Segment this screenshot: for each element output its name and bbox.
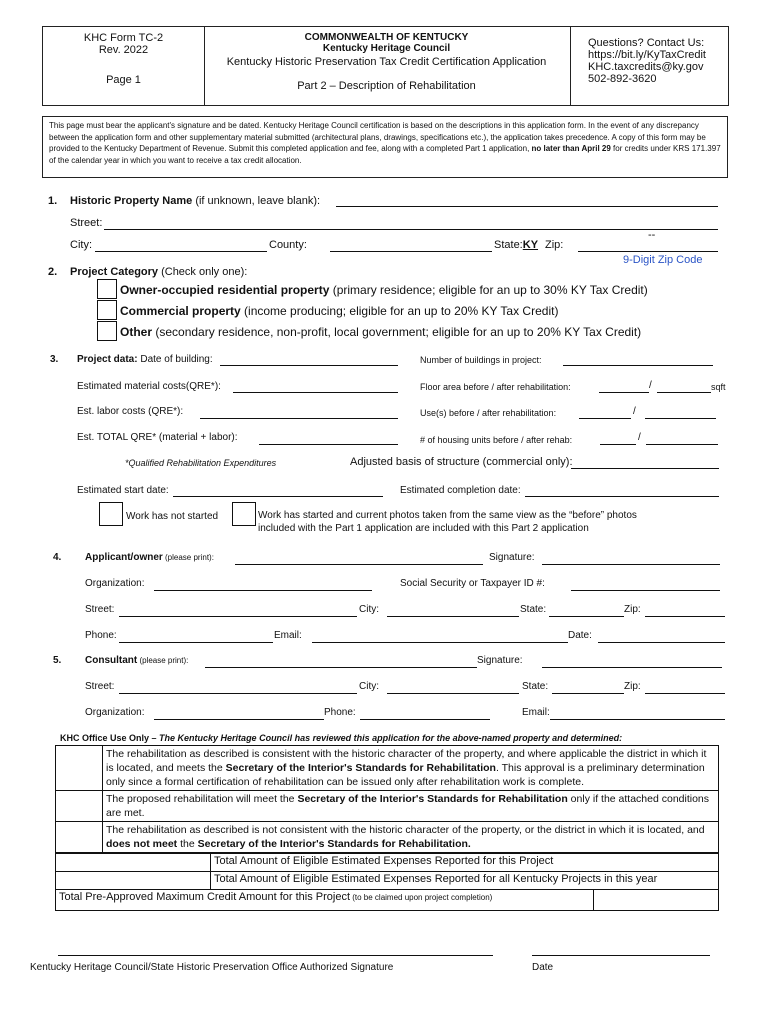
applicant-city-label: City: [359,604,379,615]
s5-heading [85,655,188,666]
applicant-state-label: State: [520,604,547,615]
consultant-street-field[interactable] [119,693,357,694]
applicant-email-field[interactable] [312,642,568,643]
contact-title: Questions? Contact Us: [588,37,705,49]
contact-phone: 502-892-3620 [588,73,657,85]
header-form-id-box [42,26,205,106]
khc-date-label: Date [532,962,554,973]
completion-date-label: Estimated completion date: [400,485,521,496]
applicant-date-field[interactable] [598,642,725,643]
num-buildings-field[interactable] [563,365,713,366]
applicant-ssn-field[interactable] [571,590,720,591]
d1-c: . This approval is a preliminary determination only since a formal certification of rehabilitation can be issued only after rehabilitation work is complete. [106,762,705,788]
determination-1-checkbox[interactable] [56,746,103,791]
consultant-city-label: City: [359,681,379,692]
applicant-date-label: Date: [568,630,592,641]
s4-hint: (please print): [162,553,214,562]
floor-slash: / [649,380,652,391]
property-county-field[interactable] [330,251,492,252]
not-started-label: Work has not started [126,511,219,522]
s2-hint: (Check only one): [158,266,248,278]
floor-unit: sqft [711,382,726,392]
category-commercial-label [120,304,558,318]
khc-signature-field[interactable] [58,955,493,956]
office-heading [60,733,622,743]
housing-label: # of housing units before / after rehab: [420,435,573,445]
s4-label: Applicant/owner [85,552,163,563]
d1-a: The rehabilitation as described is consistent with the historic character of the property, and where applicable the district in which it is located, and meets the [106,748,707,774]
s2-label: Project Category [70,266,159,278]
labor-cost-field[interactable] [200,418,398,419]
floor-before-field[interactable] [599,392,649,393]
applicant-zip-label: Zip: [624,604,641,615]
max-credit-label [56,890,594,911]
adjusted-basis-field[interactable] [571,468,719,469]
determination-2-checkbox[interactable] [56,791,103,822]
applicant-state-field[interactable] [549,616,624,617]
consultant-street-label: Street: [85,681,115,692]
d3-a: The rehabilitation as described is not consistent with the historic character of the property, or the district in which it is located, and [106,824,705,836]
applicant-ssn-label: Social Security or Taxpayer ID #: [400,578,545,589]
applicant-phone-field[interactable] [119,642,273,643]
d2-c: only if the attached conditions are met. [106,793,710,819]
material-cost-field[interactable] [233,392,398,393]
max-credit-value[interactable] [594,890,719,911]
property-zip-field[interactable] [578,251,718,252]
consultant-signature-label: Signature: [477,655,523,666]
d3-c: the [177,838,198,850]
adjusted-basis-label: Adjusted basis of structure (commercial only): [350,456,573,468]
consultant-state-label: State: [522,681,549,692]
state-ky: KY [522,239,539,251]
determination-2-text [103,791,719,822]
applicant-email-label: Email: [274,630,302,641]
start-date-field[interactable] [173,496,383,497]
category-other-rest: (secondary residence, non-profit, local government; eligible for an up to 20% KY Tax Credit) [152,325,642,339]
consultant-org-field[interactable] [154,719,324,720]
consultant-phone-label: Phone: [324,707,356,718]
s3-num: 3. [50,354,59,365]
date-building-field[interactable] [220,365,398,366]
max-credit-note: (to be claimed upon project completion) [350,893,493,902]
max-credit-text: Total Pre-Approved Maximum Credit Amount for this Project [59,891,351,903]
header-title-box [203,26,571,106]
housing-slash: / [638,432,641,443]
notice-box [42,116,728,178]
consultant-state-field[interactable] [552,693,624,694]
applicant-org-field[interactable] [154,590,372,591]
consultant-zip-label: Zip: [624,681,641,692]
d3-d: Secretary of the Interior's Standards for Rehabilitation. [197,838,471,850]
floor-area-label: Floor area before / after rehabilitation: [420,382,571,392]
category-owner-label [120,283,648,297]
num-buildings-label: Number of buildings in project: [420,355,542,365]
consultant-org-label: Organization: [85,707,145,718]
total-project-label: Total Amount of Eligible Estimated Expenses Reported for this Project [211,854,719,872]
not-started-checkbox[interactable] [99,502,123,526]
completion-date-field[interactable] [525,496,719,497]
applicant-name-field[interactable] [235,564,483,565]
category-owner-checkbox[interactable] [97,279,117,299]
s2-heading [70,266,247,278]
total-qre-label: Est. TOTAL QRE* (material + labor): [77,432,238,443]
s5-label: Consultant [85,655,138,666]
floor-after-field[interactable] [657,392,711,393]
category-commercial-bold: Commercial property [120,304,241,318]
applicant-city-field[interactable] [387,616,519,617]
category-commercial-checkbox[interactable] [97,300,117,320]
org-line2: Kentucky Heritage Council [322,43,451,54]
page-number: Page 1 [106,74,141,86]
applicant-signature-label: Signature: [489,552,535,563]
consultant-city-field[interactable] [387,693,519,694]
consultant-phone-field[interactable] [360,719,490,720]
consultant-signature-field[interactable] [542,667,722,668]
s3-heading [77,354,213,365]
use-before-field[interactable] [579,418,631,419]
s1-zip-label: Zip: [545,239,564,251]
notice-deadline: no later than April 29 [531,144,611,153]
s1-label: Historic Property Name [70,195,193,207]
s1-num: 1. [48,195,58,207]
s1-state-text: State: [494,239,523,251]
qre-note: *Qualified Rehabilitation Expenditures [125,458,277,468]
notice-text-b: for credits under KRS 171.397 of the calendar year in which you want to receive a tax credit allocation. [49,144,721,165]
determination-1-text [103,746,719,791]
total-all-value[interactable] [56,872,211,890]
category-owner-rest: (primary residence; eligible for an up to 30% KY Tax Credit) [329,283,648,297]
property-name-field[interactable] [336,206,718,207]
determination-3-text [103,822,719,853]
d3-b: does not meet [106,838,178,850]
s1-street-label: Street: [70,217,103,229]
notice-text-a: This page must bear the applicant's signature and be dated. Kentucky Heritage Council certification is based on the descriptions in this application form. In the event of any discrepancy between the application form and other supplementary material submitted (architectural plans, drawings, specifications etc.), the application takes precedence. A copy of this form may be provided to the Kentucky Department of Revenue. Submit this completed application and fee, along with a completed Part 1 application, [49,121,706,153]
consultant-email-label: Email: [522,707,550,718]
category-other-checkbox[interactable] [97,321,117,341]
started-label-1: Work has started and current photos taken from the same view as the “before” photos [258,510,637,521]
office-heading-bold: KHC Office Use Only [60,733,150,743]
consultant-email-field[interactable] [550,719,725,720]
housing-after-field[interactable] [646,444,718,445]
d2-a: The proposed rehabilitation will meet the [106,793,298,805]
s2-num: 2. [48,266,58,278]
khc-date-field[interactable] [532,955,710,956]
s3-date-building: Date of building: [137,354,213,365]
property-street-field[interactable] [104,229,718,230]
total-qre-field[interactable] [259,444,398,445]
category-owner-bold: Owner-occupied residential property [120,283,330,297]
s1-heading [70,195,320,207]
form-id: KHC Form TC-2 [83,32,164,44]
s1-state-label [494,239,538,251]
applicant-org-label: Organization: [85,578,145,589]
applicant-street-label: Street: [85,604,115,615]
s1-city-label: City: [70,239,92,251]
form-title: Kentucky Historic Preservation Tax Credit Certification Application [226,56,547,68]
applicant-street-field[interactable] [119,616,357,617]
category-other-bold: Other [120,325,153,339]
total-all-label: Total Amount of Eligible Estimated Expenses Reported for all Kentucky Projects in this year [211,872,719,890]
determination-3-checkbox[interactable] [56,822,103,853]
org-line1: COMMONWEALTH OF KENTUCKY [304,32,469,43]
consultant-name-field[interactable] [205,667,477,668]
office-totals-table [55,853,719,911]
total-project-value[interactable] [56,854,211,872]
uses-slash: / [633,406,636,417]
applicant-signature-field[interactable] [542,564,720,565]
applicant-phone-label: Phone: [85,630,117,641]
s4-num: 4. [53,552,62,563]
use-after-field[interactable] [645,418,716,419]
uses-label: Use(s) before / after rehabilitation: [420,408,557,418]
form-part: Part 2 – Description of Rehabilitation [297,80,476,92]
office-determination-table [55,745,719,853]
consultant-zip-field[interactable] [645,693,725,694]
form-rev: Rev. 2022 [98,44,149,56]
housing-before-field[interactable] [600,444,636,445]
category-commercial-rest: (income producing; eligible for an up to 20% KY Tax Credit) [240,304,559,318]
s4-heading [85,552,214,563]
property-city-field[interactable] [95,251,267,252]
zip-dash: -- [648,229,656,241]
contact-email[interactable]: KHC.taxcredits@ky.gov [588,61,704,73]
labor-cost-label: Est. labor costs (QRE*): [77,406,184,417]
office-heading-italic: – The Kentucky Heritage Council has reviewed this application for the above-named property and determined: [149,733,623,743]
header-contact-box [570,26,729,106]
applicant-zip-field[interactable] [645,616,725,617]
d2-b: Secretary of the Interior's Standards for Rehabilitation [297,793,568,805]
start-date-label: Estimated start date: [77,485,169,496]
s5-num: 5. [53,655,62,666]
s3-label: Project data: [77,354,138,365]
zip-hint: 9-Digit Zip Code [623,254,703,266]
s1-county-label: County: [269,239,307,251]
material-cost-label: Estimated material costs(QRE*): [77,381,221,392]
started-checkbox[interactable] [232,502,256,526]
contact-url[interactable]: https://bit.ly/KyTaxCredit [588,49,706,61]
d1-b: Secretary of the Interior's Standards for Rehabilitation [225,762,496,774]
category-other-label [120,325,641,339]
s5-hint: (please print): [137,656,189,665]
started-label-2: included with the Part 1 application are included with this Part 2 application [258,523,589,534]
khc-signature-label: Kentucky Heritage Council/State Historic Preservation Office Authorized Signature [30,962,394,973]
s1-hint: (if unknown, leave blank): [192,195,321,207]
